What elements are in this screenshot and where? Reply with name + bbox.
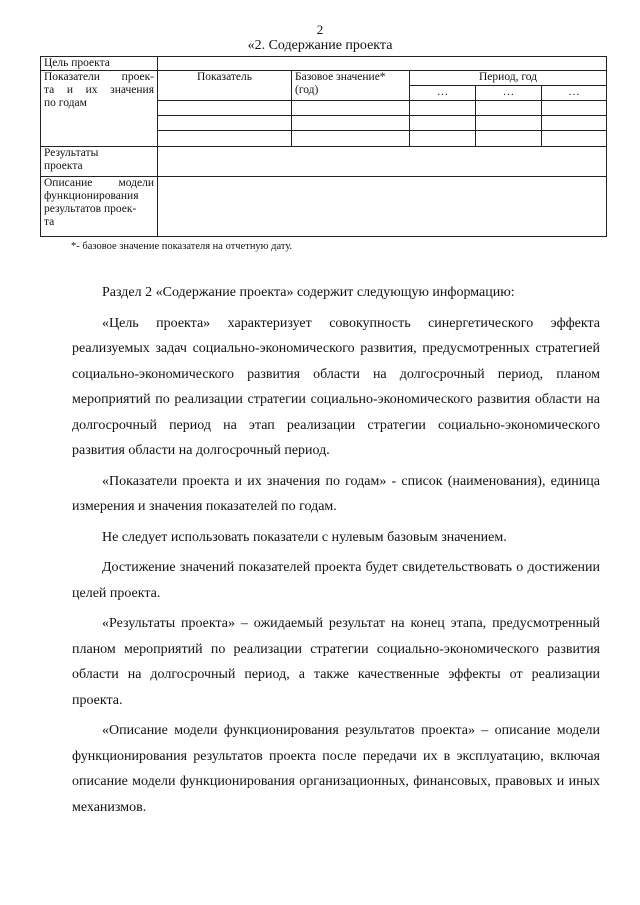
body-text: [72, 280, 600, 825]
model-label-line: та: [44, 216, 55, 228]
period-year-cell: …: [476, 86, 542, 101]
results-label-line: Результаты: [44, 147, 99, 159]
model-label-cell: [41, 177, 158, 237]
goal-value-cell: [158, 57, 607, 71]
results-label-cell: [41, 147, 158, 177]
page-number: 2: [316, 22, 324, 37]
paragraph-indicators: «Показатели проекта и их значения по годам» - список (наименования), единица измерения и значения показателей по годам.: [72, 473, 600, 514]
indicator-cell: [158, 101, 292, 116]
paragraph-model: «Описание модели функционирования результатов проекта» – описание модели функционирования результатов проекта после передачи их в эксплуатацию, включая описание модели функционирования организационных, финансовых, правовых и иных механизмов.: [72, 723, 600, 815]
paragraph-goal: «Цель проекта» характеризует совокупность синергетического эффекта реализуемых задач социально-экономического развития, предусмотренных стратегией социально-экономического развития области на долгосрочный период, планом мероприятий по реализации стратегии социально-экономического развития области на долгосрочный период на этап реализации стратегии социально-экономического развития области на долгосрочный период.: [72, 315, 600, 458]
section-title: «2. Содержание проекта: [247, 38, 393, 53]
indicators-label-line: та и их значения: [44, 84, 154, 96]
base-value-header-cell: [292, 71, 410, 101]
base-value-header-line: Базовое значение*: [295, 71, 386, 83]
period-value-cell: [542, 101, 607, 116]
model-label-line: результатов проек-: [44, 203, 137, 215]
indicators-label-cell: [41, 71, 158, 147]
model-value-cell: [158, 177, 607, 237]
base-value-header-line: (год): [295, 84, 319, 96]
indicator-cell: [158, 116, 292, 131]
base-value-cell: [292, 131, 410, 147]
period-value-cell: [542, 116, 607, 131]
project-content-table: [40, 56, 607, 237]
period-value-cell: [410, 131, 476, 147]
period-year-cell: …: [542, 86, 607, 101]
results-label-line: проекта: [44, 160, 83, 172]
paragraph-achievement: Достижение значений показателей проекта будет свидетельствовать о достижении целей проекта.: [72, 560, 600, 601]
results-value-cell: [158, 147, 607, 177]
period-value-cell: [410, 116, 476, 131]
table-footnote: *- базовое значение показателя на отчетную дату.: [71, 241, 293, 252]
model-label-line: функционирования: [44, 190, 139, 202]
model-label-line: Описание модели: [44, 177, 154, 189]
period-value-cell: [542, 131, 607, 147]
period-year-cell: …: [410, 86, 476, 101]
period-header-cell: Период, год: [410, 71, 607, 86]
period-value-cell: [476, 101, 542, 116]
indicator-cell: [158, 131, 292, 147]
indicators-label-line: по годам: [44, 97, 87, 109]
paragraph-zero-base: Не следует использовать показатели с нулевым базовым значением.: [102, 529, 507, 545]
period-value-cell: [410, 101, 476, 116]
goal-label-cell: Цель проекта: [41, 57, 158, 71]
period-value-cell: [476, 131, 542, 147]
paragraph-results: «Результаты проекта» – ожидаемый результат на конец этапа, предусмотренный планом мероприятий по реализации стратегии социально-экономического развития области на долгосрочный период, а также качественные эффекты от реализации проекта.: [72, 616, 600, 708]
base-value-cell: [292, 116, 410, 131]
period-value-cell: [476, 116, 542, 131]
indicator-header-cell: Показатель: [158, 71, 292, 101]
paragraph-intro: Раздел 2 «Содержание проекта» содержит следующую информацию:: [102, 285, 515, 300]
base-value-cell: [292, 101, 410, 116]
indicators-label-line: Показатели проек-: [44, 71, 154, 83]
